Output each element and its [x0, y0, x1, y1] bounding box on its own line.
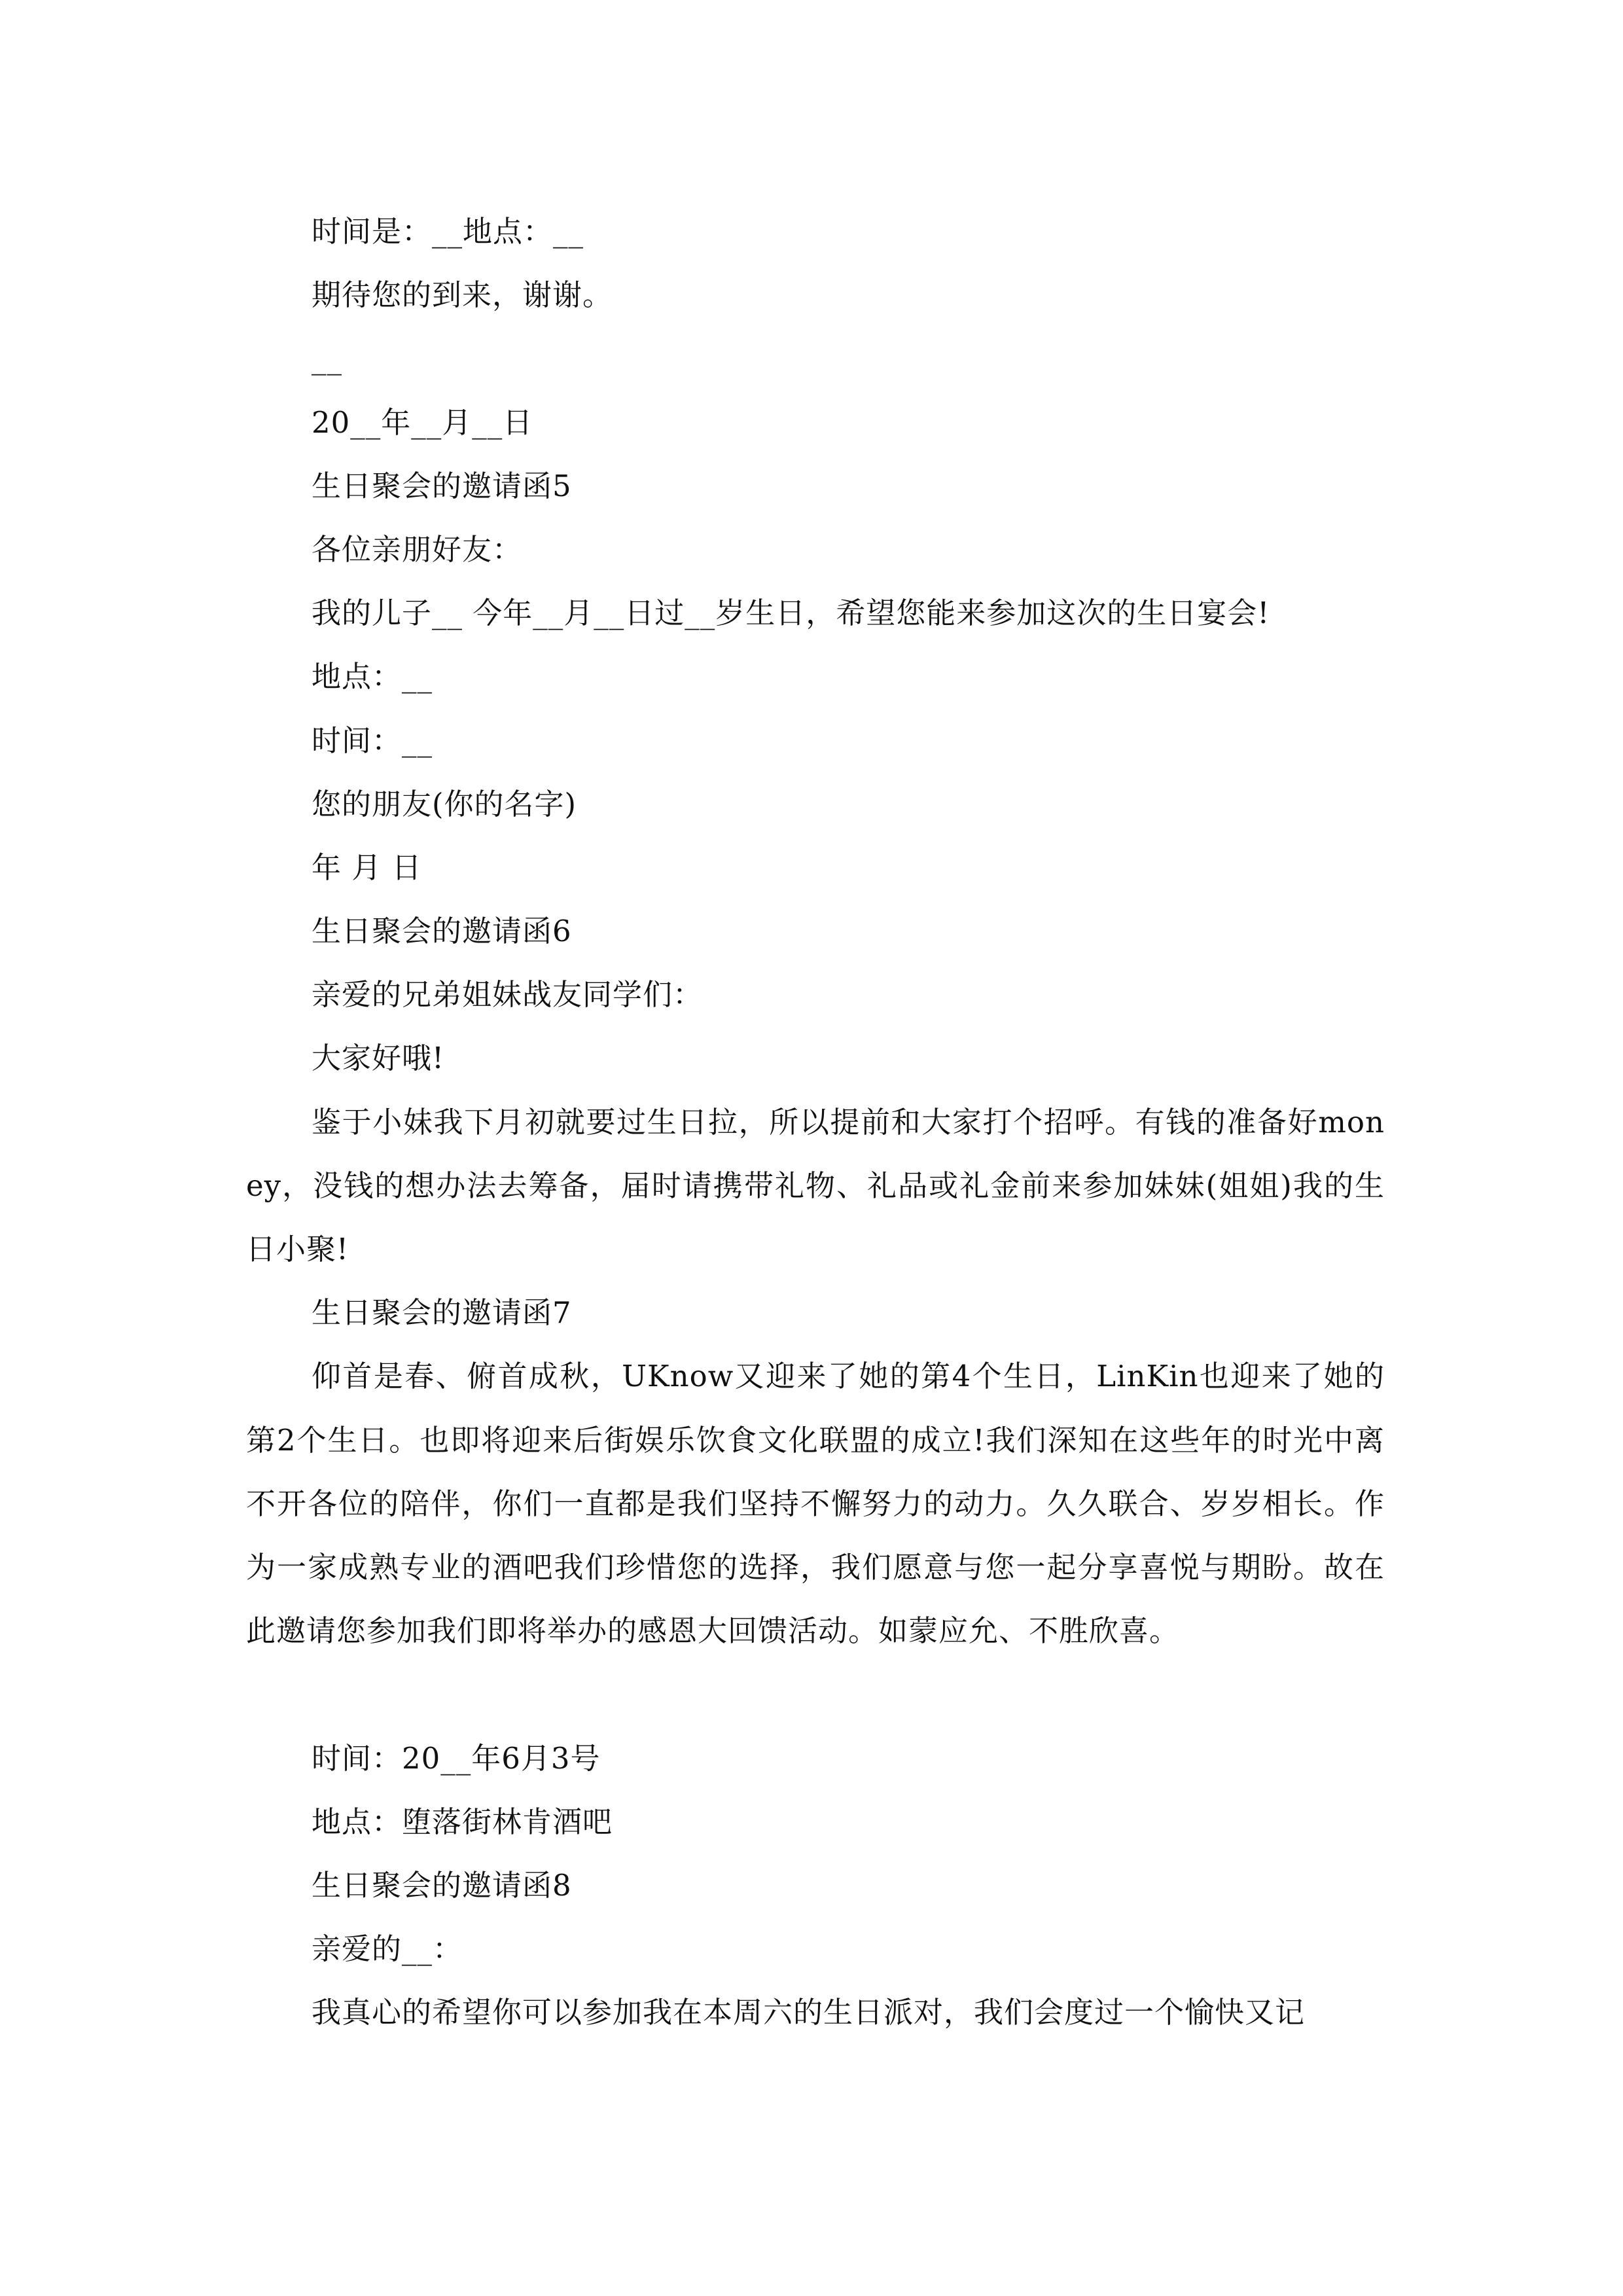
text-line-time: 时间：__: [312, 723, 433, 758]
section-heading-7: 生日聚会的邀请函7: [312, 1295, 572, 1331]
section-heading-6: 生日聚会的邀请函6: [312, 914, 572, 949]
text-line-place: 地点：__: [312, 659, 433, 694]
text-line-your-friend: 您的朋友(你的名字): [312, 786, 577, 821]
document-body: [246, 200, 1385, 2045]
text-line-event-time: 时间：20__年6月3号: [312, 1740, 601, 1776]
section-heading-8: 生日聚会的邀请函8: [312, 1867, 572, 1903]
text-line-looking-forward: 期待您的到来，谢谢。: [312, 278, 613, 313]
paragraph-last: 我真心的希望你可以参加我在本周六的生日派对，我们会度过一个愉快又记: [312, 1995, 1306, 2030]
text-line-signature-blank: __: [312, 341, 342, 376]
text-line-son-birthday: 我的儿子__ 今年__月__日过__岁生日，希望您能来参加这次的生日宴会!: [312, 596, 1270, 631]
greeting-hello: 大家好哦!: [312, 1041, 445, 1076]
text-line-ymd: 年 月 日: [312, 850, 422, 885]
salutation-siblings: 亲爱的兄弟姐妹战友同学们：: [312, 977, 704, 1013]
paragraph-bar-invitation: 仰首是春、俯首成秋，UKnow又迎来了她的第4个生日，LinKin也迎来了她的第2个生日。也即将迎来后街娱乐饮食文化联盟的成立!我们深知在这些年的时光中离不开各位的陪伴，你们一直都是我们坚持不懈努力的动力。久久联合、岁岁相长。作为一家成熟专业的酒吧我们珍惜您的选择，我们愿意与您一起分享喜悦与期盼。故在此邀请您参加我们即将举办的感恩大回馈活动。如蒙应允、不胜欣喜。: [246, 1359, 1385, 1649]
text-line-date: 20__年__月__日: [312, 404, 533, 440]
section-heading-5: 生日聚会的邀请函5: [312, 468, 572, 503]
text-line-event-place: 地点：堕落街林肯酒吧: [312, 1804, 613, 1839]
text-line-time-place: 时间是：__地点：__: [312, 214, 584, 249]
salutation-dear: 亲爱的__：: [312, 1931, 463, 1967]
salutation-friends: 各位亲朋好友：: [312, 531, 523, 567]
paragraph-money: 鉴于小妹我下月初就要过生日拉，所以提前和大家打个招呼。有钱的准备好money，没钱的想办法去筹备，届时请携带礼物、礼品或礼金前来参加妹妹(姐姐)我的生日小聚!: [246, 1104, 1385, 1267]
